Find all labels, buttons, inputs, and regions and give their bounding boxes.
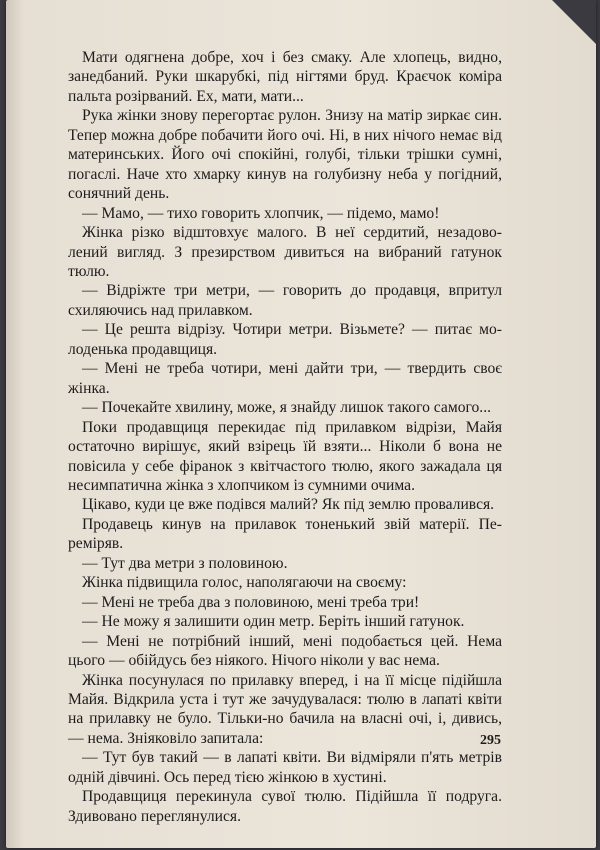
paragraph: — Тут два метри з половиною. — [82, 554, 288, 572]
paragraph: — Відріжте три метри, — говорить до продавця, впритул схиляючись над прилавком. — [68, 282, 502, 319]
page-number: 295 — [480, 733, 501, 748]
folded-corner — [552, 0, 596, 44]
paragraph: — Мені не треба чотири, мені дайти три, — твердить своє жінка. — [68, 360, 502, 397]
paragraph: — Почекайте хвилину, може, я знайду лишок такого самого... — [82, 399, 492, 417]
body-text — [68, 48, 502, 826]
paragraph: Жінка різко відштовхує малого. В неї сердитий, незадоволений вигляд. З презирством дивиться на вибраний гатунок тюлю. — [68, 224, 502, 280]
paragraph: Рука жінки знову перегортає рулон. Знизу на матір зиркає син. Тепер можна добре побачити його очі. Ні, в них нічого немає від материнських. Його очі спокійні, голубі, тільки трішки сумні, погаслі. Наче хто хмарку кинув на голубизну неба у погідний, сонячний день. — [68, 107, 502, 203]
paragraph: Мати одягнена добре, хоч і без смаку. Але хлопець, видно, занедбаний. Руки шкарубкі, під нігтями бруд. Краєчок коміра пальта розірваний. Ех, мати, мати... — [68, 49, 502, 105]
paragraph: — Мені не треба два з половиною, мені треба три! — [82, 593, 420, 611]
paragraph: — Це решта відрізу. Чотири метри. Візьмете? — питає молоденька продавщиця. — [68, 321, 502, 358]
paragraph: Продавщиця перекинула сувої тюлю. Підійшла її подруга. Здивовано переглянулися. — [68, 788, 502, 825]
paragraph: Цікаво, куди це вже подівся малий? Як під землю провалився. — [82, 496, 495, 514]
paragraph: — Тут був такий — в лапаті квіти. Ви відміряли п'ять метрів одній дівчині. Ось перед тією жінкою в хустині. — [68, 749, 502, 786]
paragraph: — Не можу я залишити один метр. Беріть інший гатунок. — [82, 613, 465, 631]
paragraph: — Мамо, — тихо говорить хлопчик, — підемо, мамо! — [82, 204, 440, 222]
book-page — [6, 0, 596, 848]
paragraph: Жінка підвищила голос, наполягаючи на своєму: — [82, 574, 407, 592]
paragraph: — Мені не потрібний інший, мені подобається цей. Нема цього — обійдусь без ніякого. Нічого ніколи у вас нема. — [68, 632, 502, 670]
paragraph: Жінка посунулася по прилавку вперед, і на її місце підійшла Майя. Відкрила уста і тут же зачудувалася: тюлю в лапаті квіти на прилавку не було. Тільки-но бачила на власні очі, і, дивись, — нема. Зніяковіло запитала: — [68, 671, 502, 747]
paragraph: Продавець кинув на прилавок тоненький звій матерії. Переміряв. — [68, 515, 502, 553]
paragraph: Поки продавщиця перекидає під прилавком відрізи, Майя остаточно вирішує, який взірець їй взяти... Ніколи б вона не повісила у себе фіранок з квітчастого тюлю, якого зажадала ця несимпатична жінка з хлопчиком із сумними очима. — [68, 418, 502, 494]
